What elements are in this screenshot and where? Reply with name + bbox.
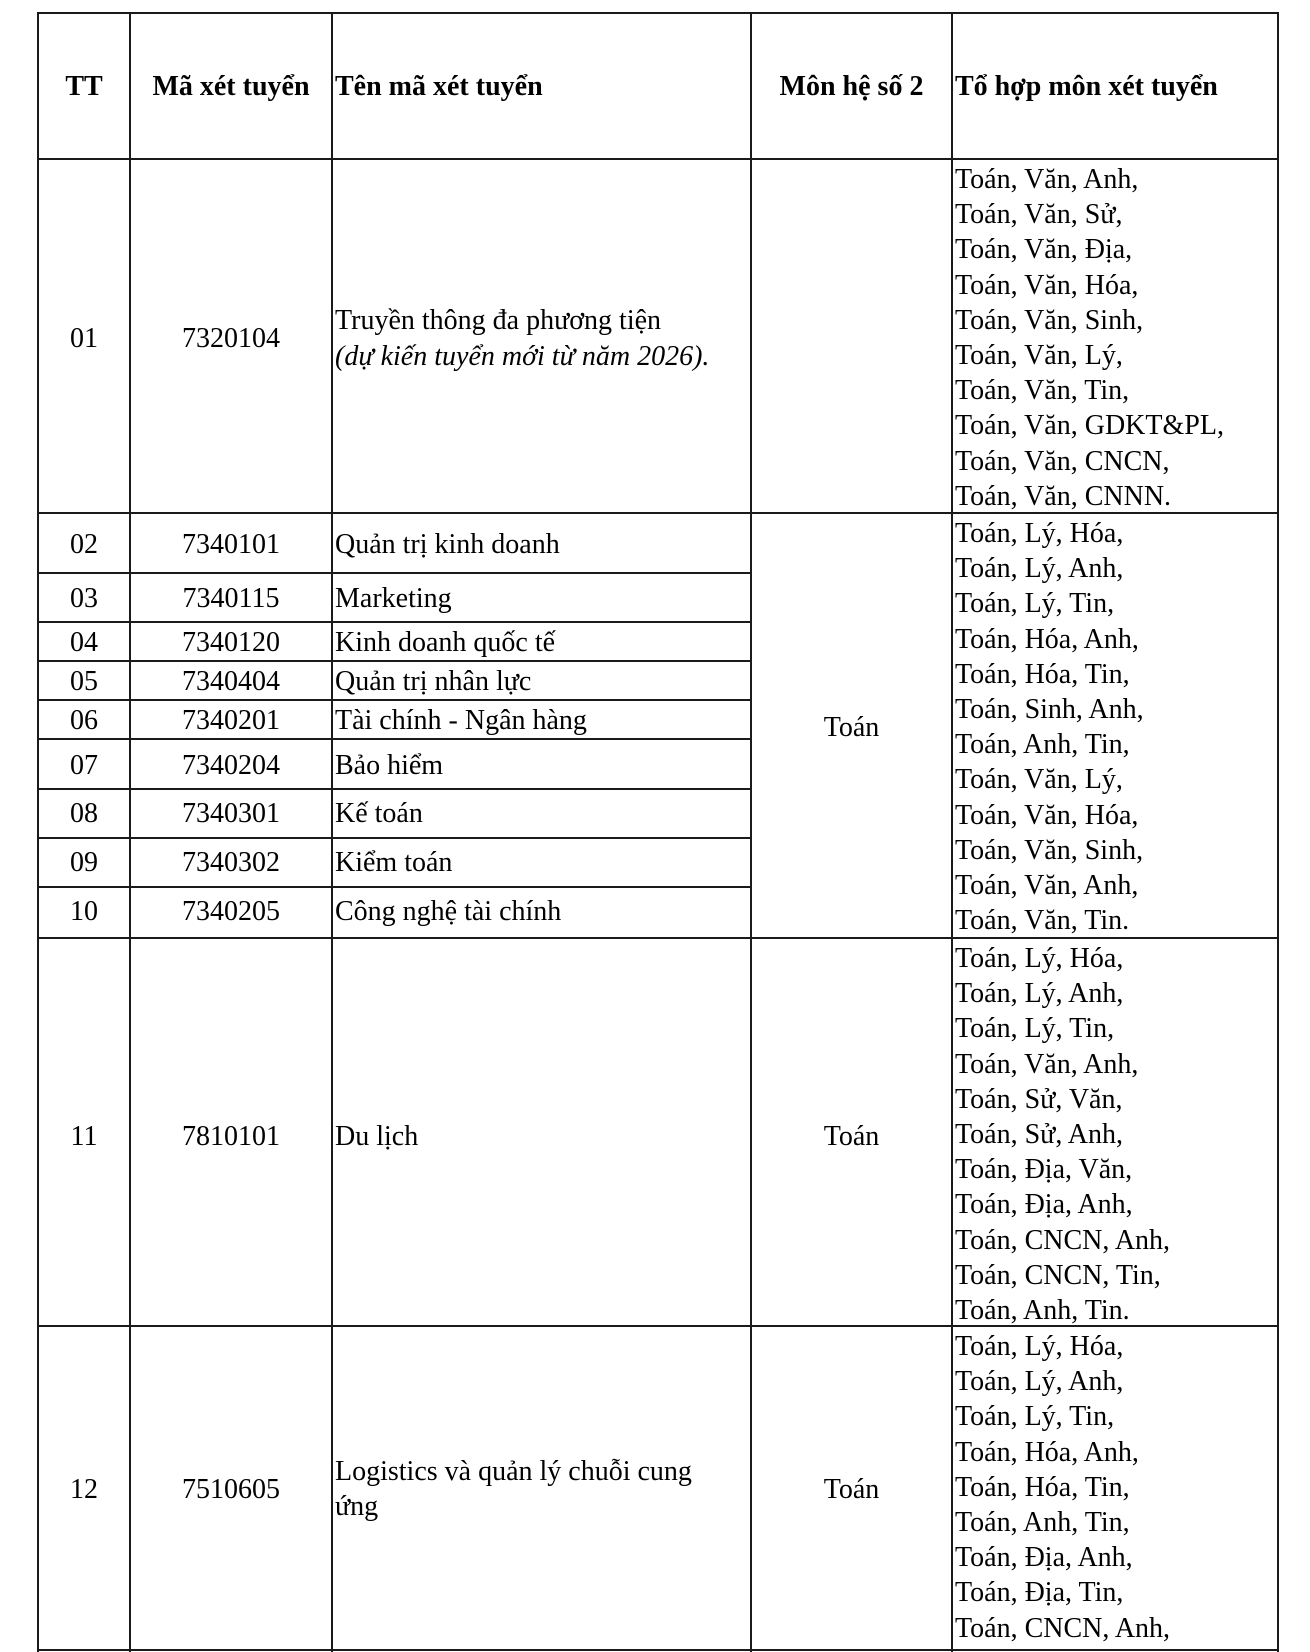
row-tt: 05 [70, 666, 98, 697]
combo-item: Toán, Hóa, Tin, [955, 1471, 1130, 1503]
combo-item: Toán, Văn, Sinh, [955, 304, 1144, 336]
row-name: Logistics và quản lý chuỗi cung [335, 1456, 692, 1487]
combo-item: Toán, CNCN, Anh, [955, 1224, 1171, 1256]
column-divider [750, 12, 752, 1652]
row-tt: 12 [70, 1474, 98, 1505]
table-border-left [37, 12, 39, 1652]
combo-item: Toán, Hóa, Tin, [955, 658, 1130, 690]
row-tt: 08 [70, 798, 98, 829]
row-divider [37, 837, 752, 839]
combo-item: Toán, Văn, CNCN, [955, 445, 1170, 477]
combo-item: Toán, Anh, Tin, [955, 1506, 1130, 1538]
table-border-bottom [37, 1649, 1279, 1651]
combo-item: Toán, Lý, Hóa, [955, 943, 1124, 974]
combo-item: Toán, Lý, Tin, [955, 1013, 1115, 1045]
combo-item: Toán, Văn, CNNN. [955, 480, 1172, 512]
row-name: Marketing [335, 583, 452, 614]
header-code: Mã xét tuyển [152, 71, 310, 102]
header-divider [37, 158, 1279, 160]
combo-item: Toán, Anh, Tin, [955, 729, 1130, 761]
header-tt: TT [65, 71, 103, 102]
row-coef-subject: Toán [823, 1121, 880, 1152]
column-divider [951, 12, 953, 1652]
row-divider [37, 886, 752, 888]
combo-item: Toán, Lý, Hóa, [955, 518, 1124, 549]
combo-item: Toán, Văn, Địa, [955, 234, 1133, 266]
combo-list [955, 162, 1224, 514]
combo-item: Toán, Văn, Anh, [955, 869, 1139, 901]
row-code: 7340204 [182, 750, 280, 781]
combo-item: Toán, Văn, Hóa, [955, 269, 1139, 301]
row-coef-subject: Toán [823, 1474, 880, 1505]
combo-item: Toán, Văn, Tin. [955, 905, 1130, 937]
header-combos: Tổ hợp môn xét tuyển [955, 71, 1218, 102]
column-divider [129, 12, 131, 1652]
row-tt: 01 [70, 323, 98, 354]
combo-item: Toán, Văn, Sinh, [955, 834, 1144, 866]
combo-item: Toán, Địa, Tin, [955, 1577, 1124, 1609]
combo-item: Toán, Văn, Anh, [955, 164, 1139, 195]
row-name: Quản trị nhân lực [335, 666, 532, 697]
row-name-note: (dự kiến tuyển mới từ năm 2026). [335, 341, 710, 372]
row-code: 7510605 [182, 1474, 280, 1505]
header-coef-subject: Môn hệ số 2 [779, 71, 924, 102]
row-tt: 02 [70, 529, 98, 560]
combo-item: Toán, Sử, Văn, [955, 1083, 1123, 1115]
combo-item: Toán, Văn, Hóa, [955, 799, 1139, 831]
combo-item: Toán, Lý, Hóa, [955, 1331, 1124, 1362]
combo-item: Toán, Lý, Anh, [955, 978, 1124, 1010]
row-code: 7340120 [182, 627, 280, 658]
row-code: 7340201 [182, 705, 280, 736]
row-code: 7340301 [182, 798, 280, 829]
table-border-right [1277, 12, 1279, 1652]
row-coef-subject: Toán [823, 712, 880, 743]
combo-item: Toán, Văn, GDKT&PL, [955, 410, 1224, 442]
combo-item: Toán, Văn, Sử, [955, 199, 1123, 231]
combo-item: Toán, CNCN, Anh, [955, 1612, 1171, 1644]
combo-item: Toán, Địa, Anh, [955, 1542, 1133, 1574]
row-code: 7340302 [182, 847, 280, 878]
row-divider [37, 699, 752, 701]
combo-list [955, 516, 1144, 938]
combo-item: Toán, Địa, Văn, [955, 1154, 1133, 1186]
combo-item: Toán, Lý, Tin, [955, 588, 1115, 620]
row-tt: 06 [70, 705, 98, 736]
row-tt: 03 [70, 583, 98, 614]
row-tt: 11 [70, 1121, 98, 1152]
combo-item: Toán, Văn, Lý, [955, 764, 1123, 796]
row-divider [37, 738, 752, 740]
header-name: Tên mã xét tuyển [335, 71, 543, 102]
row-divider [37, 621, 752, 623]
row-divider [37, 572, 752, 574]
combo-item: Toán, Sử, Anh, [955, 1118, 1123, 1150]
row-code: 7320104 [182, 323, 280, 354]
combo-item: Toán, Văn, Anh, [955, 1048, 1139, 1080]
combo-item: Toán, Hóa, Anh, [955, 623, 1139, 655]
row-name: Công nghệ tài chính [335, 896, 562, 927]
row-name: Du lịch [335, 1121, 419, 1152]
row-tt: 10 [70, 896, 98, 927]
row-name: Tài chính - Ngân hàng [335, 705, 587, 736]
row-tt: 07 [70, 750, 98, 781]
row-tt: 04 [70, 627, 98, 658]
combo-item: Toán, Hóa, Anh, [955, 1436, 1139, 1468]
row-name: Truyền thông đa phương tiện [335, 305, 662, 336]
row-name: Kinh doanh quốc tế [335, 627, 556, 658]
combo-item: Toán, Lý, Anh, [955, 1366, 1124, 1398]
row-code: 7340101 [182, 529, 280, 560]
combo-item: Toán, Anh, Tin. [955, 1294, 1130, 1326]
combo-item: Toán, Lý, Tin, [955, 1401, 1115, 1433]
row-code: 7340205 [182, 896, 280, 927]
combo-item: Toán, Địa, Anh, [955, 1189, 1133, 1221]
row-divider [37, 788, 752, 790]
row-name: Quản trị kinh doanh [335, 529, 560, 560]
combo-list [955, 1329, 1170, 1646]
table-border-top [37, 12, 1279, 14]
combo-item: Toán, CNCN, Tin, [955, 1259, 1161, 1291]
combo-item: Toán, Văn, Tin, [955, 375, 1130, 407]
row-code: 7810101 [182, 1121, 280, 1152]
combo-item: Toán, Lý, Anh, [955, 553, 1124, 585]
row-name-line2: ứng [335, 1491, 379, 1522]
row-divider [37, 660, 752, 662]
row-code: 7340115 [182, 583, 280, 614]
row-code: 7340404 [182, 666, 280, 697]
combo-item: Toán, Sinh, Anh, [955, 693, 1144, 725]
row-name: Bảo hiểm [335, 750, 444, 781]
row-name: Kiểm toán [335, 847, 453, 878]
combo-item: Toán, Văn, Lý, [955, 339, 1123, 371]
row-tt: 09 [70, 847, 98, 878]
column-divider [331, 12, 333, 1652]
row-name: Kế toán [335, 798, 423, 829]
combo-list [955, 941, 1170, 1328]
